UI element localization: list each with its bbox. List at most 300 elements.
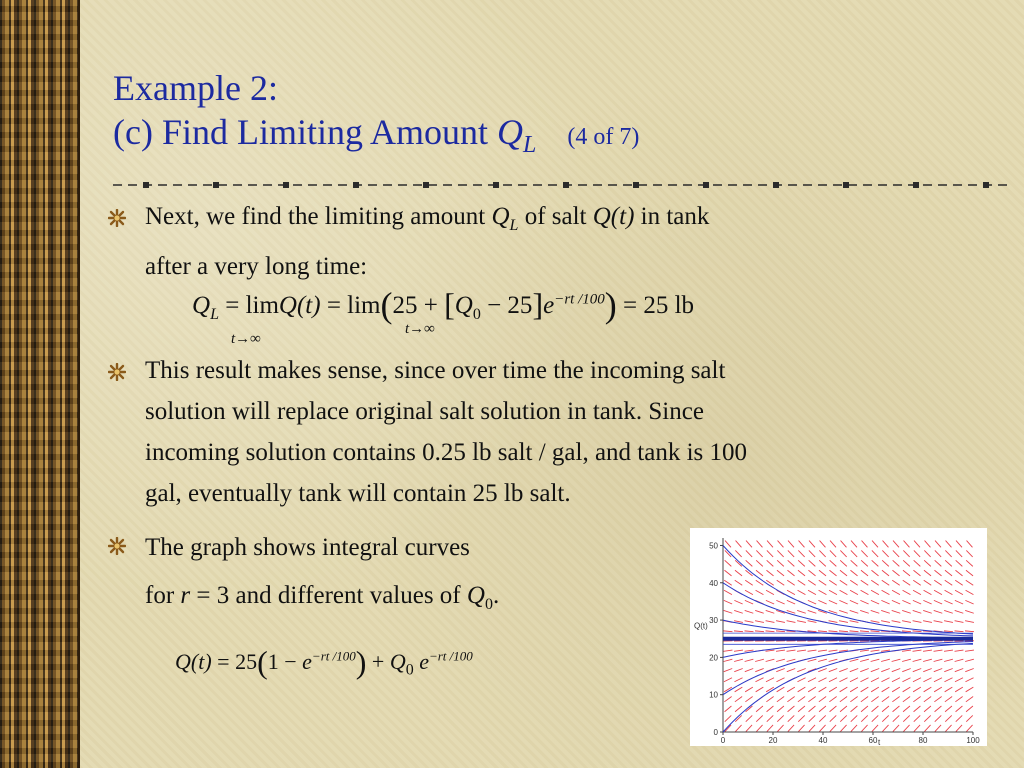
direction-field-segment xyxy=(734,659,743,661)
direction-field-segment xyxy=(882,560,889,566)
direction-field-segment xyxy=(766,697,773,702)
direction-field-segment xyxy=(924,697,931,702)
direction-field-segment xyxy=(818,650,827,651)
direction-field-segment xyxy=(923,650,932,651)
direction-field-segment xyxy=(861,580,868,585)
direction-field-segment xyxy=(924,715,930,721)
direction-field-segment xyxy=(871,631,880,632)
direction-field-segment xyxy=(861,560,868,566)
direction-field-segment xyxy=(829,687,837,692)
direction-field-segment xyxy=(965,650,974,651)
title-line-2 xyxy=(113,110,639,167)
direction-field-segment xyxy=(945,560,952,566)
direction-field-segment xyxy=(851,715,857,721)
direction-field-segment xyxy=(861,687,869,692)
integral-curve xyxy=(723,620,973,638)
direction-field-segment xyxy=(724,678,732,682)
direction-field-segment xyxy=(935,725,941,732)
direction-field-segment xyxy=(871,621,880,623)
direction-field-segment xyxy=(725,715,731,721)
direction-field-segment xyxy=(734,631,743,632)
bullet-2 xyxy=(145,350,1005,514)
direction-field-segment xyxy=(808,570,815,576)
direction-field-segment xyxy=(945,725,951,732)
direction-field-segment xyxy=(746,541,752,548)
bullet-2-line-1: This result makes sense, since over time the incoming salt xyxy=(145,357,726,384)
bullet-star-icon xyxy=(108,537,126,555)
bullet-1-line-1 xyxy=(145,196,1005,246)
direction-field-segment xyxy=(808,610,817,613)
direction-field-segment xyxy=(840,570,847,576)
bullet-3-line-1: The graph shows integral curves xyxy=(145,534,470,561)
direction-field-segment xyxy=(935,560,942,566)
direction-field-segment xyxy=(767,560,774,566)
direction-field-segment xyxy=(777,570,784,576)
direction-field-segment xyxy=(840,706,847,712)
direction-field-segment xyxy=(725,706,732,712)
direction-field-segment xyxy=(902,631,911,632)
y-tick-label: 20 xyxy=(709,653,718,663)
direction-field-segment xyxy=(924,687,932,692)
direction-field-segment xyxy=(955,659,964,661)
title-q-sub: L xyxy=(523,132,537,158)
direction-field-segment xyxy=(903,725,909,732)
direction-field-segment xyxy=(892,600,900,604)
bullet-3-q0: Q xyxy=(466,582,485,609)
direction-field-segment xyxy=(788,560,795,566)
direction-field-segment xyxy=(893,706,900,712)
direction-field-segment xyxy=(881,678,889,682)
direction-field-segment xyxy=(914,560,921,566)
direction-field-segment xyxy=(745,580,752,585)
direction-field-segment xyxy=(966,570,973,576)
direction-field-segment xyxy=(850,631,859,632)
direction-field-segment xyxy=(787,659,796,661)
direction-field-segment xyxy=(924,706,931,712)
title-divider xyxy=(113,180,1013,190)
direction-field-segment xyxy=(966,560,973,566)
direction-field-segment xyxy=(829,697,836,702)
direction-field-segment xyxy=(934,580,941,585)
direction-field-segment xyxy=(913,570,920,576)
direction-field-segment xyxy=(904,541,910,548)
direction-field-segment xyxy=(944,631,953,632)
direction-field-segment xyxy=(766,600,774,604)
direction-field-segment xyxy=(809,715,815,721)
direction-field-segment xyxy=(767,725,773,732)
direction-field-segment xyxy=(913,650,922,651)
direction-field-segment xyxy=(788,715,794,721)
direction-field-segment xyxy=(871,668,879,671)
direction-field-segment xyxy=(756,560,763,566)
direction-field-segment xyxy=(820,541,826,548)
sol-paren-open: ( xyxy=(257,644,268,680)
direction-field-segment xyxy=(860,610,869,613)
direction-field-segment xyxy=(798,560,805,566)
direction-field-segment xyxy=(913,580,920,585)
eq-minus-25: − 25 xyxy=(487,292,533,319)
direction-field-segment xyxy=(861,725,867,732)
direction-field-segment xyxy=(871,697,878,702)
direction-field-segment xyxy=(860,650,869,651)
direction-field-segment xyxy=(934,610,943,613)
eq-25: 25 + xyxy=(392,292,438,319)
direction-field-segment xyxy=(819,697,826,702)
direction-field-segment xyxy=(829,580,836,585)
direction-field-segment xyxy=(829,590,837,594)
direction-field-segment xyxy=(818,659,827,661)
direction-field-segment xyxy=(955,600,963,604)
direction-field-segment xyxy=(829,570,836,576)
direction-field-segment xyxy=(777,697,784,702)
direction-field-segment xyxy=(809,706,816,712)
direction-field-segment xyxy=(892,590,900,594)
sol-q0: Q xyxy=(389,649,406,674)
direction-field-segment xyxy=(966,725,972,732)
direction-field-segment xyxy=(966,715,972,721)
direction-field-segment xyxy=(882,697,889,702)
bullet-3-end: . xyxy=(492,582,500,609)
direction-field-segment xyxy=(818,631,827,632)
direction-field-segment xyxy=(956,541,962,548)
direction-field-segment xyxy=(923,659,932,661)
direction-field-segment xyxy=(871,570,878,576)
direction-field-segment xyxy=(955,580,962,585)
direction-field-segment xyxy=(903,590,911,594)
solution-equation xyxy=(175,644,473,681)
eq-q0-sub: 0 xyxy=(472,306,481,323)
direction-field-segment xyxy=(745,631,754,632)
direction-field-segment xyxy=(924,590,932,594)
direction-field-segment xyxy=(913,621,922,623)
direction-field-segment xyxy=(902,621,911,623)
integral-curve xyxy=(723,642,973,695)
direction-field-segment xyxy=(966,697,973,702)
direction-field-segment xyxy=(776,668,784,671)
direction-field-segment xyxy=(725,560,732,566)
direction-field-segment xyxy=(797,650,806,651)
direction-field-segment xyxy=(724,697,731,702)
direction-field-segment xyxy=(776,659,785,661)
direction-field-segment xyxy=(860,678,868,682)
bullet-1-qt: Q(t) xyxy=(592,203,635,230)
direction-field-segment xyxy=(965,678,973,682)
direction-field-segment xyxy=(903,570,910,576)
bullet-3-line-2 xyxy=(145,572,685,629)
direction-field-segment xyxy=(872,560,879,566)
direction-field-segment xyxy=(829,631,838,632)
eq-paren-open: ( xyxy=(380,285,393,325)
slide-title xyxy=(113,66,639,167)
eq-result: = 25 lb xyxy=(623,292,695,319)
direction-field-segment xyxy=(893,541,899,548)
slide-counter: (4 of 7) xyxy=(567,124,640,150)
y-tick-label: 10 xyxy=(709,690,718,700)
x-tick-label: 40 xyxy=(818,736,828,745)
direction-field-segment xyxy=(819,725,825,732)
direction-field-segment xyxy=(881,668,889,671)
direction-field-segment xyxy=(819,590,827,594)
direction-field-segment xyxy=(745,621,754,623)
direction-field-segment xyxy=(934,678,942,682)
direction-field-segment xyxy=(955,610,964,613)
direction-field-segment xyxy=(955,687,963,692)
bullet-3-prefix: for xyxy=(145,582,175,609)
direction-field-segment xyxy=(882,715,888,721)
direction-field-segment xyxy=(756,580,763,585)
direction-field-segment xyxy=(966,590,974,594)
direction-field-segment xyxy=(945,570,952,576)
direction-field-segment xyxy=(767,550,773,556)
y-tick-label: 30 xyxy=(709,616,718,626)
direction-field-segment xyxy=(861,706,868,712)
direction-field-segment xyxy=(787,650,796,651)
direction-field-segment xyxy=(955,590,963,594)
direction-field-segment xyxy=(914,541,920,548)
y-tick-label: 0 xyxy=(713,728,718,737)
direction-field-segment xyxy=(965,621,974,623)
direction-field-segment xyxy=(724,659,733,661)
direction-field-segment xyxy=(840,725,846,732)
direction-field-segment xyxy=(851,560,858,566)
direction-field-segment xyxy=(830,541,836,548)
integral-curve xyxy=(723,643,973,732)
direction-field-segment xyxy=(829,650,838,651)
bullet-1-text-b: of salt xyxy=(524,203,587,230)
chart-svg xyxy=(690,528,987,746)
direction-field-segment xyxy=(735,550,741,556)
direction-field-segment xyxy=(956,715,962,721)
direction-field-segment xyxy=(913,687,921,692)
direction-field-segment xyxy=(871,678,879,682)
direction-field-segment xyxy=(914,725,920,732)
bullet-1-q-sub: L xyxy=(509,217,519,234)
direction-field-segment xyxy=(882,580,889,585)
direction-field-segment xyxy=(883,541,889,548)
direction-field-segment xyxy=(892,580,899,585)
direction-field-segment xyxy=(776,650,785,651)
sol-exponent: −rt /100 xyxy=(311,648,356,664)
direction-field-segment xyxy=(881,621,890,623)
direction-field-segment xyxy=(745,590,753,594)
direction-field-segment xyxy=(830,550,836,556)
direction-field-segment xyxy=(788,550,794,556)
direction-field-segment xyxy=(945,590,953,594)
direction-field-segment xyxy=(830,706,837,712)
direction-field-segment xyxy=(798,590,806,594)
direction-field-segment xyxy=(787,600,795,604)
direction-field-segment xyxy=(777,560,784,566)
direction-field-segment xyxy=(924,550,930,556)
direction-field-segment xyxy=(934,590,942,594)
direction-field-segment xyxy=(756,590,764,594)
direction-field-segment xyxy=(892,668,900,671)
direction-field-segment xyxy=(945,715,951,721)
direction-field-segment xyxy=(902,659,911,661)
direction-field-segment xyxy=(777,715,783,721)
direction-field-segment xyxy=(767,706,774,712)
direction-field-segment xyxy=(746,560,753,566)
limit-equation xyxy=(192,284,694,326)
direction-field-segment xyxy=(913,610,922,613)
y-axis-label: Q(t) xyxy=(694,621,708,631)
direction-field-segment xyxy=(808,650,817,651)
direction-field-segment xyxy=(809,541,815,548)
direction-field-segment xyxy=(892,621,901,623)
direction-field-segment xyxy=(809,560,816,566)
x-tick-label: 20 xyxy=(768,736,778,745)
direction-field-segment xyxy=(850,570,857,576)
direction-field-segment xyxy=(966,580,973,585)
bullet-1-text-c: in tank xyxy=(640,203,710,230)
decorative-border xyxy=(0,0,80,768)
direction-field-segment xyxy=(892,570,899,576)
direction-field-segment xyxy=(840,590,848,594)
direction-field-segment xyxy=(755,678,763,682)
direction-field-segment xyxy=(830,725,836,732)
direction-field-segment xyxy=(945,697,952,702)
direction-field-segment xyxy=(850,678,858,682)
x-tick-label: 0 xyxy=(720,736,726,745)
direction-field-segment xyxy=(756,706,763,712)
direction-field-segment xyxy=(892,697,899,702)
direction-field-segment xyxy=(798,687,806,692)
bullet-star-icon xyxy=(108,209,126,227)
direction-field-segment xyxy=(808,697,815,702)
direction-field-segment xyxy=(798,725,804,732)
direction-field-segment xyxy=(808,659,817,661)
direction-field-segment xyxy=(724,610,733,613)
eq-qt: Q(t) xyxy=(278,292,321,319)
direction-field-segment xyxy=(756,715,762,721)
lim-subscript-2: t→∞ xyxy=(405,321,435,337)
direction-field-segment xyxy=(809,725,815,732)
direction-field-segment xyxy=(840,550,846,556)
direction-field-segment xyxy=(934,600,942,604)
direction-field-segment xyxy=(945,580,952,585)
eq-lim-2: = lim xyxy=(326,292,381,319)
direction-field-segment xyxy=(830,715,836,721)
direction-field-segment xyxy=(903,706,910,712)
direction-field-segment xyxy=(903,560,910,566)
direction-field-segment xyxy=(935,550,941,556)
direction-field-segment xyxy=(755,621,764,623)
direction-field-segment xyxy=(798,697,805,702)
direction-field-segment xyxy=(798,570,805,576)
direction-field-segment xyxy=(934,650,943,651)
direction-field-segment xyxy=(923,678,931,682)
direction-field-segment xyxy=(809,550,815,556)
sol-lhs: Q(t) xyxy=(175,649,212,674)
direction-field-segment xyxy=(902,678,910,682)
direction-field-segment xyxy=(767,541,773,548)
direction-field-segment xyxy=(914,715,920,721)
direction-field-segment xyxy=(893,550,899,556)
direction-field-segment xyxy=(797,668,805,671)
direction-field-segment xyxy=(756,725,762,732)
direction-field-segment xyxy=(735,706,742,712)
direction-field-segment xyxy=(966,550,972,556)
direction-field-segment xyxy=(745,697,752,702)
direction-field-segment xyxy=(967,541,973,548)
direction-field-segment xyxy=(881,659,890,661)
direction-field-segment xyxy=(914,706,921,712)
direction-field-segment xyxy=(829,659,838,661)
direction-field-segment xyxy=(788,706,795,712)
direction-field-segment xyxy=(724,631,733,632)
direction-field-segment xyxy=(871,600,879,604)
direction-field-segment xyxy=(903,697,910,702)
direction-field-segment xyxy=(851,550,857,556)
direction-field-segment xyxy=(798,715,804,721)
direction-field-segment xyxy=(850,610,859,613)
eq-bracket-close: ] xyxy=(532,286,544,322)
eq-e: e xyxy=(543,292,555,319)
direction-field-segment xyxy=(945,687,953,692)
direction-field-segment xyxy=(913,697,920,702)
direction-field-segment xyxy=(808,580,815,585)
direction-field-segment xyxy=(797,610,806,613)
direction-field-segment xyxy=(745,600,753,604)
direction-field-segment xyxy=(944,610,953,613)
direction-field-segment xyxy=(808,621,817,623)
direction-field-segment xyxy=(850,600,858,604)
bullet-star-icon xyxy=(108,363,126,381)
direction-field-segment xyxy=(787,697,794,702)
direction-field-segment xyxy=(829,600,837,604)
sol-paren-close: ) xyxy=(355,644,367,680)
direction-field-segment xyxy=(861,697,868,702)
direction-field-segment xyxy=(745,610,754,613)
direction-field-segment xyxy=(766,570,773,576)
direction-field-segment xyxy=(819,560,826,566)
direction-field-segment xyxy=(872,550,878,556)
direction-field-segment xyxy=(965,659,974,661)
direction-field-segment xyxy=(892,687,900,692)
direction-field-segment xyxy=(840,697,847,702)
y-tick-label: 40 xyxy=(709,578,718,588)
direction-field-segment xyxy=(935,706,942,712)
direction-field-segment xyxy=(808,678,816,682)
direction-field-segment xyxy=(892,678,900,682)
direction-field-segment xyxy=(944,600,952,604)
direction-field-segment xyxy=(923,610,932,613)
sol-exponent-2: −rt /100 xyxy=(428,648,473,664)
direction-field-segment xyxy=(735,570,742,576)
direction-field-segment xyxy=(955,697,962,702)
direction-field-segment xyxy=(872,715,878,721)
direction-field-segment xyxy=(818,678,826,682)
direction-field-segment xyxy=(787,570,794,576)
direction-field-segment xyxy=(745,687,753,692)
direction-field-segment xyxy=(881,610,890,613)
direction-field-segment xyxy=(755,668,763,671)
direction-field-segment xyxy=(840,580,847,585)
direction-field-segment xyxy=(903,715,909,721)
direction-field-segment xyxy=(924,725,930,732)
eq-exponent: −rt /100 xyxy=(554,291,605,308)
direction-field-segment xyxy=(850,697,857,702)
direction-field-segment xyxy=(787,668,795,671)
direction-field-segment xyxy=(871,659,880,661)
direction-field-segment xyxy=(913,659,922,661)
direction-field-segment xyxy=(882,570,889,576)
direction-field-segment xyxy=(934,668,942,671)
direction-field-segment xyxy=(956,706,963,712)
y-tick-label: 50 xyxy=(709,541,718,551)
direction-field-segment xyxy=(935,541,941,548)
direction-field-segment xyxy=(839,668,847,671)
